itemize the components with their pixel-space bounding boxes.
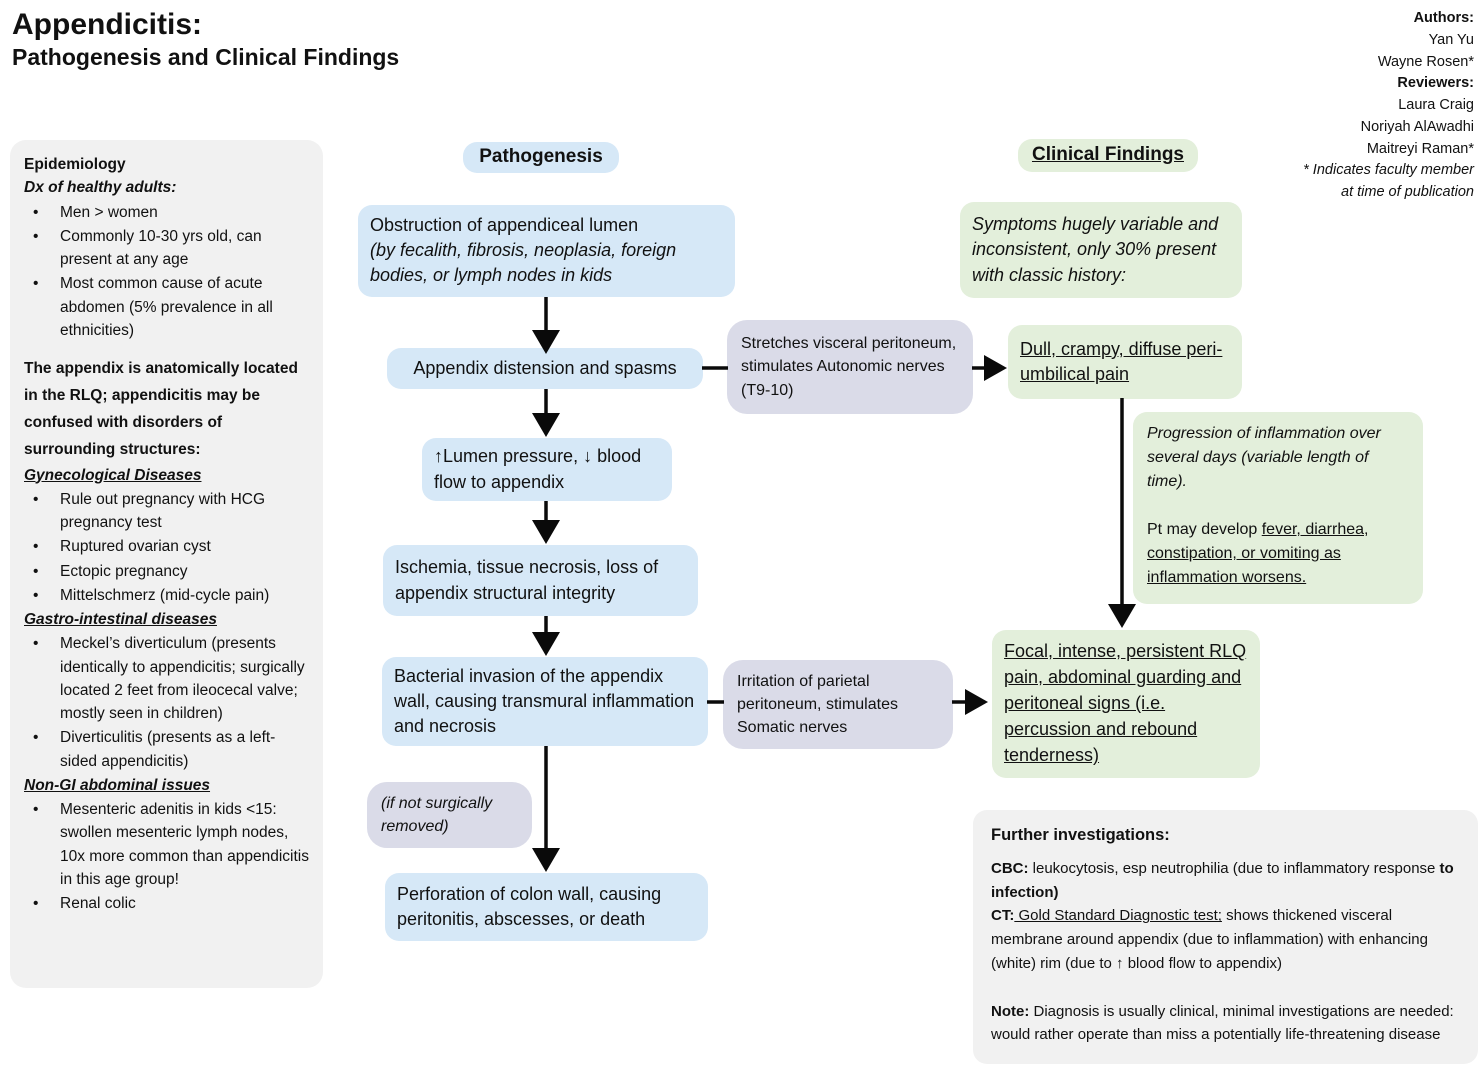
box-bacterial-invasion: Bacterial invasion of the appendix wall, causing transmural inflammation and necrosis xyxy=(382,657,708,746)
box-distension: Appendix distension and spasms xyxy=(387,348,703,389)
author-name: Yan Yu xyxy=(1428,31,1474,48)
list-item: • Mittelschmerz (mid-cycle pain) xyxy=(24,584,309,607)
title-line2: Pathogenesis and Clinical Findings xyxy=(12,43,400,70)
arrowhead-icon xyxy=(532,632,560,656)
ct-line: CT: Gold Standard Diagnostic test; shows thickened visceral membrane around appendix (due to inflammation) with enhancing (white) rim (due to ↑ blood flow to appendix) xyxy=(991,907,1428,972)
bullet-icon: • xyxy=(33,275,39,293)
ct-label: CT: xyxy=(991,907,1015,925)
list-item: • Ectopic pregnancy xyxy=(24,560,309,583)
epidemiology-panel xyxy=(10,140,323,988)
list-item: • Mesenteric adenitis in kids <15: swollen mesenteric lymph nodes, 10x more common than appendicitis in this age group! xyxy=(24,798,309,891)
note-line: Note: Diagnosis is usually clinical, minimal investigations are needed: would rather operate than miss a potentially life-threatening disease xyxy=(991,1002,1454,1044)
bullet-icon: • xyxy=(33,729,39,747)
credits-footnote: * Indicates faculty member xyxy=(1303,162,1474,179)
credits-block xyxy=(1303,8,1474,204)
authors-label: Authors: xyxy=(1413,10,1474,26)
credits-footnote: at time of publication xyxy=(1341,184,1474,200)
sidebar-paragraph: The appendix is anatomically located in the RLQ; appendicitis may be confused with disorders of surrounding structures: xyxy=(24,360,298,459)
clinical-findings-heading: Clinical Findings xyxy=(1018,139,1198,172)
bullet-icon: • xyxy=(33,801,39,818)
arrowhead-icon xyxy=(984,355,1007,381)
arrowhead-icon xyxy=(1108,604,1136,628)
list-item: • Rule out pregnancy with HCG pregnancy test xyxy=(24,488,309,535)
sidebar-section-heading: Gastro-intestinal diseases xyxy=(24,611,217,628)
title-line1: Appendicitis: xyxy=(12,8,203,41)
author-name: Wayne Rosen* xyxy=(1377,53,1474,70)
bullet-icon: • xyxy=(33,562,39,580)
pathogenesis-heading: Pathogenesis xyxy=(463,142,619,173)
box-focal-pain: Focal, intense, persistent RLQ pain, abdominal guarding and peritoneal signs (i.e. percussion and rebound tenderness) xyxy=(992,630,1260,778)
progression-develop: Pt may develop fever, diarrhea, constipation, or vomiting as inflammation worsens. xyxy=(1147,521,1369,586)
box-symptoms-variable: Symptoms hugely variable and inconsistent, only 30% present with classic history: xyxy=(960,202,1242,298)
bullet-icon: • xyxy=(33,227,39,245)
cbc-line: CBC: leukocytosis, esp neutrophilia (due to inflammatory response to infection) xyxy=(991,860,1454,901)
box-mech-visceral: Stretches visceral peritoneum, stimulates Autonomic nerves (T9-10) xyxy=(727,320,973,414)
sidebar-section-heading: Gynecological Diseases xyxy=(24,466,202,484)
list-item: • Meckel’s diverticulum (presents identically to appendicitis; surgically located 2 feet from ileocecal valve; mostly seen in children) xyxy=(24,632,309,725)
arrowhead-icon xyxy=(965,689,988,715)
bullet-icon: • xyxy=(33,203,39,221)
list-item: • Commonly 10-30 yrs old, can present at any age xyxy=(24,225,309,272)
bullet-icon: • xyxy=(33,635,39,653)
list-item: • Renal colic xyxy=(24,892,309,915)
sidebar-subheading: Dx of healthy adults: xyxy=(24,179,177,197)
spacer xyxy=(1147,494,1409,518)
box-if-not-removed: (if not surgically removed) xyxy=(367,782,532,848)
cbc-label: CBC: xyxy=(991,860,1029,878)
box-lumen-pressure: ↑Lumen pressure, ↓ blood flow to appendix xyxy=(422,438,672,501)
arrowhead-icon xyxy=(532,413,560,437)
bullet-icon: • xyxy=(33,490,39,508)
sidebar-heading: Epidemiology xyxy=(24,156,126,173)
box-ischemia: Ischemia, tissue necrosis, loss of appendix structural integrity xyxy=(383,545,698,616)
page-title xyxy=(12,8,399,71)
reviewer-name: Laura Craig xyxy=(1398,97,1474,113)
list-item: • Ruptured ovarian cyst xyxy=(24,535,309,558)
box-progression xyxy=(1133,412,1423,604)
obstruction-detail: (by fecalith, fibrosis, neoplasia, foreign bodies, or lymph nodes in kids xyxy=(370,240,677,286)
further-investigations-panel xyxy=(973,810,1478,1064)
sidebar-section-heading: Non-GI abdominal issues xyxy=(24,776,211,794)
investigations-heading: Further investigations: xyxy=(991,826,1170,844)
list-item: • Most common cause of acute abdomen (5% prevalence in all ethnicities) xyxy=(24,272,309,342)
obstruction-main: Obstruction of appendiceal lumen xyxy=(370,215,639,235)
box-perforation: Perforation of colon wall, causing peritonitis, abscesses, or death xyxy=(385,873,708,941)
bullet-icon: • xyxy=(33,895,39,912)
bullet-icon: • xyxy=(33,586,39,604)
arrowhead-icon xyxy=(532,520,560,544)
box-dull-pain: Dull, crampy, diffuse peri-umbilical pain xyxy=(1008,325,1242,399)
box-obstruction xyxy=(358,205,735,297)
box-mech-parietal: Irritation of parietal peritoneum, stimulates Somatic nerves xyxy=(723,660,953,749)
reviewer-name: Noriyah AlAwadhi xyxy=(1360,118,1474,135)
arrowhead-icon xyxy=(532,848,560,872)
bullet-icon: • xyxy=(33,538,39,556)
reviewer-name: Maitreyi Raman* xyxy=(1366,140,1474,157)
list-item: • Diverticulitis (presents as a left-sided appendicitis) xyxy=(24,726,309,773)
progression-italic: Progression of inflammation over several days (variable length of time). xyxy=(1147,425,1381,490)
list-item: • Men > women xyxy=(24,201,309,224)
note-label: Note: xyxy=(991,1002,1030,1020)
reviewers-label: Reviewers: xyxy=(1397,75,1474,92)
